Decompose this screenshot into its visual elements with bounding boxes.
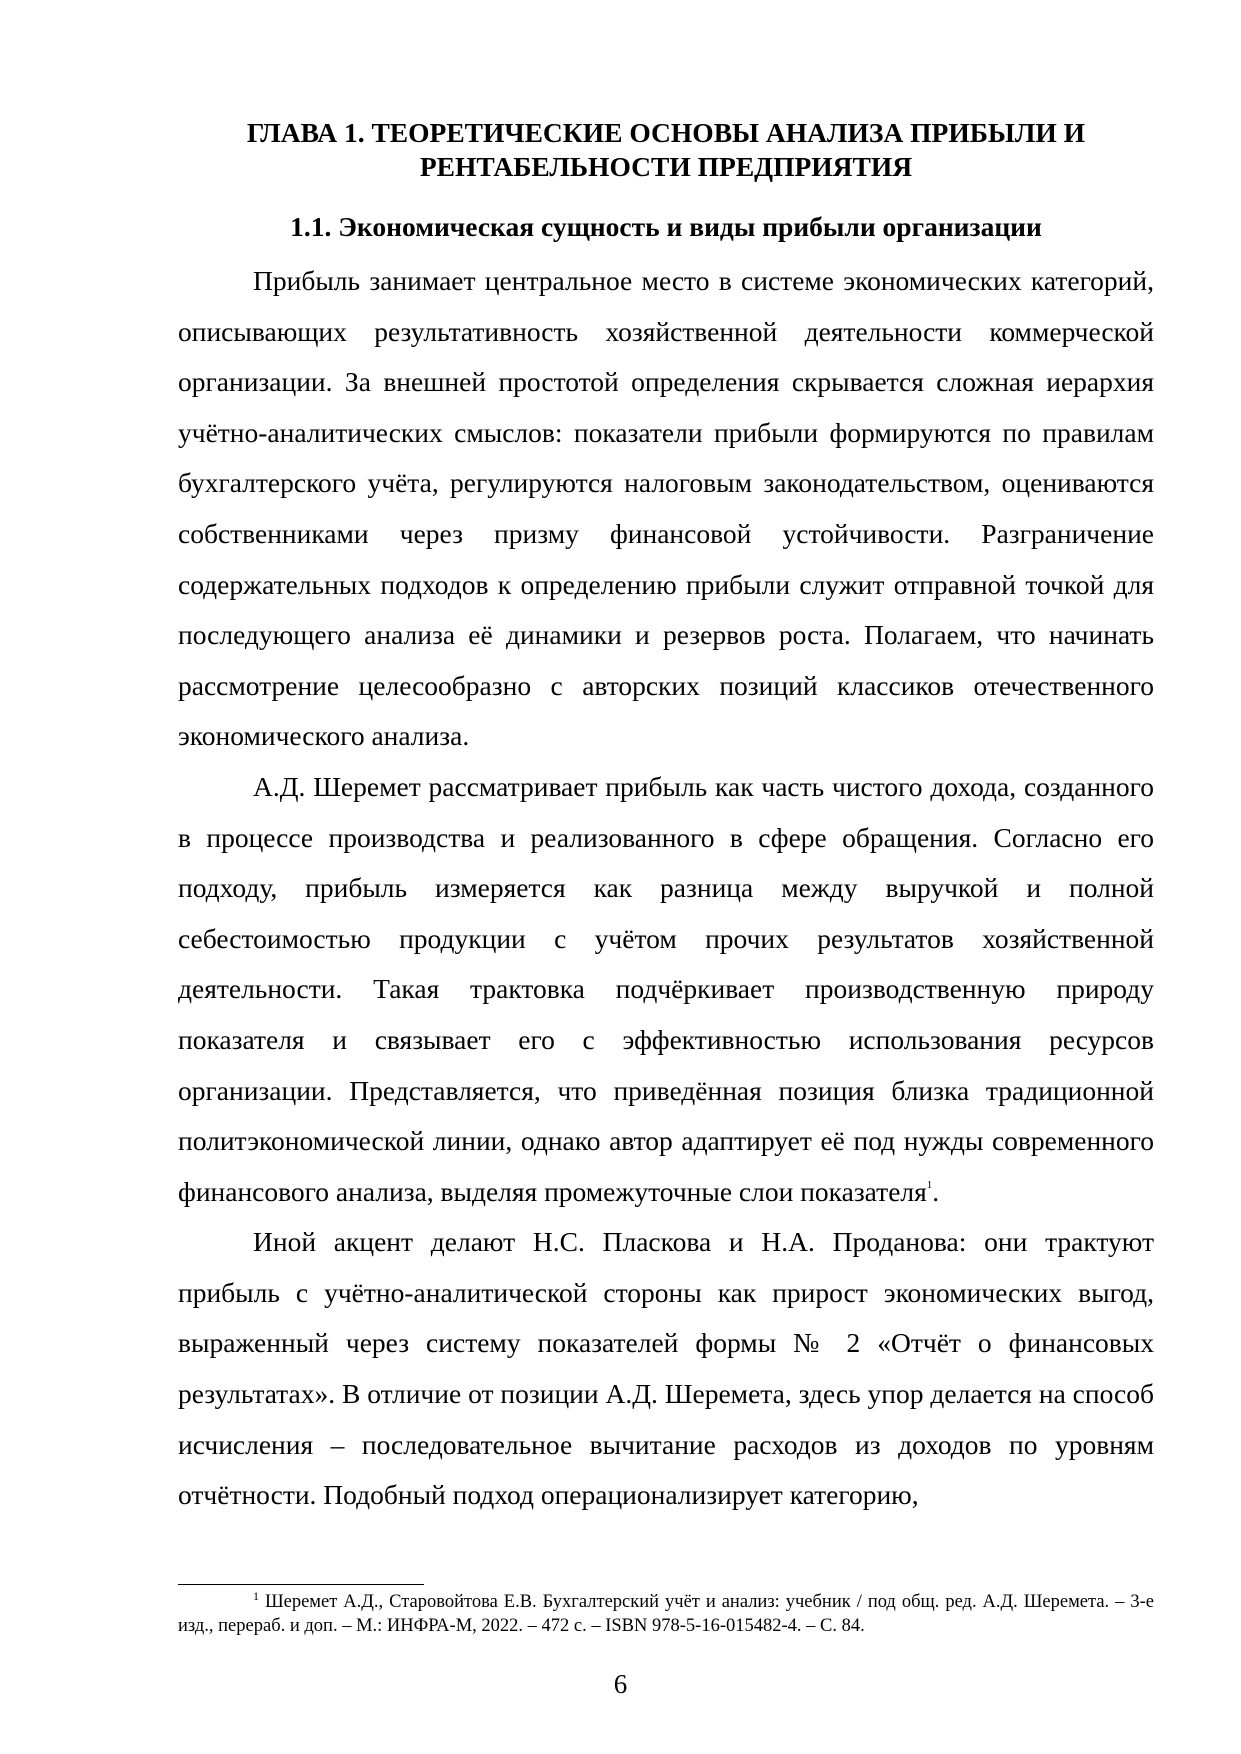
- chapter-title: [178, 116, 1154, 184]
- footnote-separator: [178, 1584, 424, 1585]
- chapter-title-line-2: РЕНТАБЕЛЬНОСТИ ПРЕДПРИЯТИЯ: [419, 151, 913, 182]
- footnote-mark: 1: [253, 1589, 259, 1603]
- paragraph-1: [178, 256, 1154, 762]
- footnote-text: Шеремет А.Д., Старовойтова Е.В. Бухгалтерский учёт и анализ: учебник / под общ. ред. А.Д. Шеремета. – 3-е изд., перераб. и доп. – М.: ИНФРА-М, 2022. – 472 с. – ISBN 978-5-16-015482-4. – С. 84.: [178, 1592, 1154, 1636]
- paragraph-2-end: .: [932, 1175, 940, 1207]
- body-text: [178, 256, 1154, 1521]
- paragraph-3-text: Иной акцент делают Н.С. Пласкова и Н.А. Проданова: они трактуют прибыль с учётно-аналитической стороны как прирост экономических выгод, выраженный через систему показателей формы № 2 «Отчёт о финансовых результатах». В отличие от позиции А.Д. Шеремета, здесь упор делается на способ исчисления – последовательное вычитание расходов из доходов по уровням отчётности. Подобный подход операционализирует категорию,: [178, 1226, 1154, 1511]
- paragraph-3: [178, 1217, 1154, 1521]
- paragraph-2-text: А.Д. Шеремет рассматривает прибыль как часть чистого дохода, созданного в процессе производства и реализованного в сфере обращения. Согласно его подходу, прибыль измеряется как разница между выручкой и полной себестоимостью продукции с учётом прочих результатов хозяйственной деятельности. Такая трактовка подчёркивает производственную природу показателя и связывает его с эффективностью использования ресурсов организации. Представляется, что приведённая позиция близка традиционной политэкономической линии, однако автор адаптирует её под нужды современного финансового анализа, выделяя промежуточные слои показателя: [178, 770, 1154, 1207]
- paragraph-1-text: Прибыль занимает центральное место в системе экономических категорий, описывающих результативность хозяйственной деятельности коммерческой организации. За внешней простотой определения скрывается сложная иерархия учётно-аналитических смыслов: показатели прибыли формируются по правилам бухгалтерского учёта, регулируются налоговым законодательством, оцениваются собственниками через призму финансовой устойчивости. Разграничение содержательных подходов к определению прибыли служит отправной точкой для последующего анализа её динамики и резервов роста. Полагаем, что начинать рассмотрение целесообразно с авторских позиций классиков отечественного экономического анализа.: [178, 265, 1154, 752]
- footnote-reference[interactable]: 1: [926, 1178, 933, 1191]
- chapter-title-line-1: ГЛАВА 1. ТЕОРЕТИЧЕСКИЕ ОСНОВЫ АНАЛИЗА ПРИБЫЛИ И: [246, 117, 1086, 148]
- section-title: 1.1. Экономическая сущность и виды прибыли организации: [290, 211, 1042, 242]
- footnote-1: [178, 1590, 1154, 1638]
- page-number: 6: [613, 1669, 628, 1699]
- paragraph-2: [178, 762, 1154, 1217]
